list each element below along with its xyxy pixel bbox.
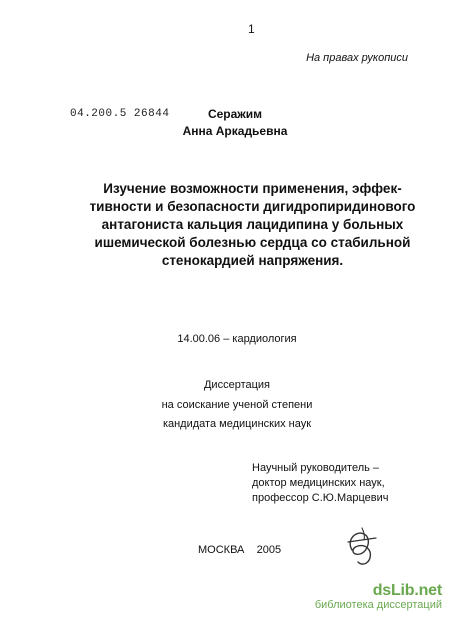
thesis-title [80, 180, 425, 270]
title-line: стенокардией напряжения. [161, 253, 344, 268]
watermark [315, 582, 442, 611]
supervisor-line: профессор С.Ю.Марцевич [252, 492, 389, 504]
title-line: ишемической болезнью сердца со стабильной [94, 235, 411, 250]
thesis-purpose: на соискание ученой степени [161, 399, 313, 411]
title-line: Изучение возможности применения, эффек- [103, 181, 402, 196]
registration-number: 04.200.5 26844 [70, 108, 170, 120]
supervisor-line: доктор медицинских наук, [252, 477, 385, 489]
title-line: антагониста кальция лацидипина у больных [101, 217, 404, 232]
signature [338, 520, 386, 570]
specialty: 14.00.06 – кардиология [177, 333, 297, 345]
title-line: тивности и безопасности дигидропиридинового [89, 199, 416, 214]
supervisor-line: Научный руководитель – [252, 462, 380, 474]
author-given-names: Анна Аркадьевна [182, 124, 288, 138]
page-number: 1 [248, 22, 255, 36]
author-surname: Серажим [207, 107, 263, 121]
thesis-type: Диссертация [203, 379, 271, 391]
rights-note: На правах рукописи [306, 52, 408, 64]
thesis-degree: кандидата медицинских наук [162, 418, 312, 430]
city-year: МОСКВА 2005 [198, 544, 282, 556]
watermark-logo: dsLib.net [372, 582, 442, 599]
supervisor-block [252, 461, 388, 506]
watermark-subtitle: библиотека диссертаций [314, 599, 442, 611]
